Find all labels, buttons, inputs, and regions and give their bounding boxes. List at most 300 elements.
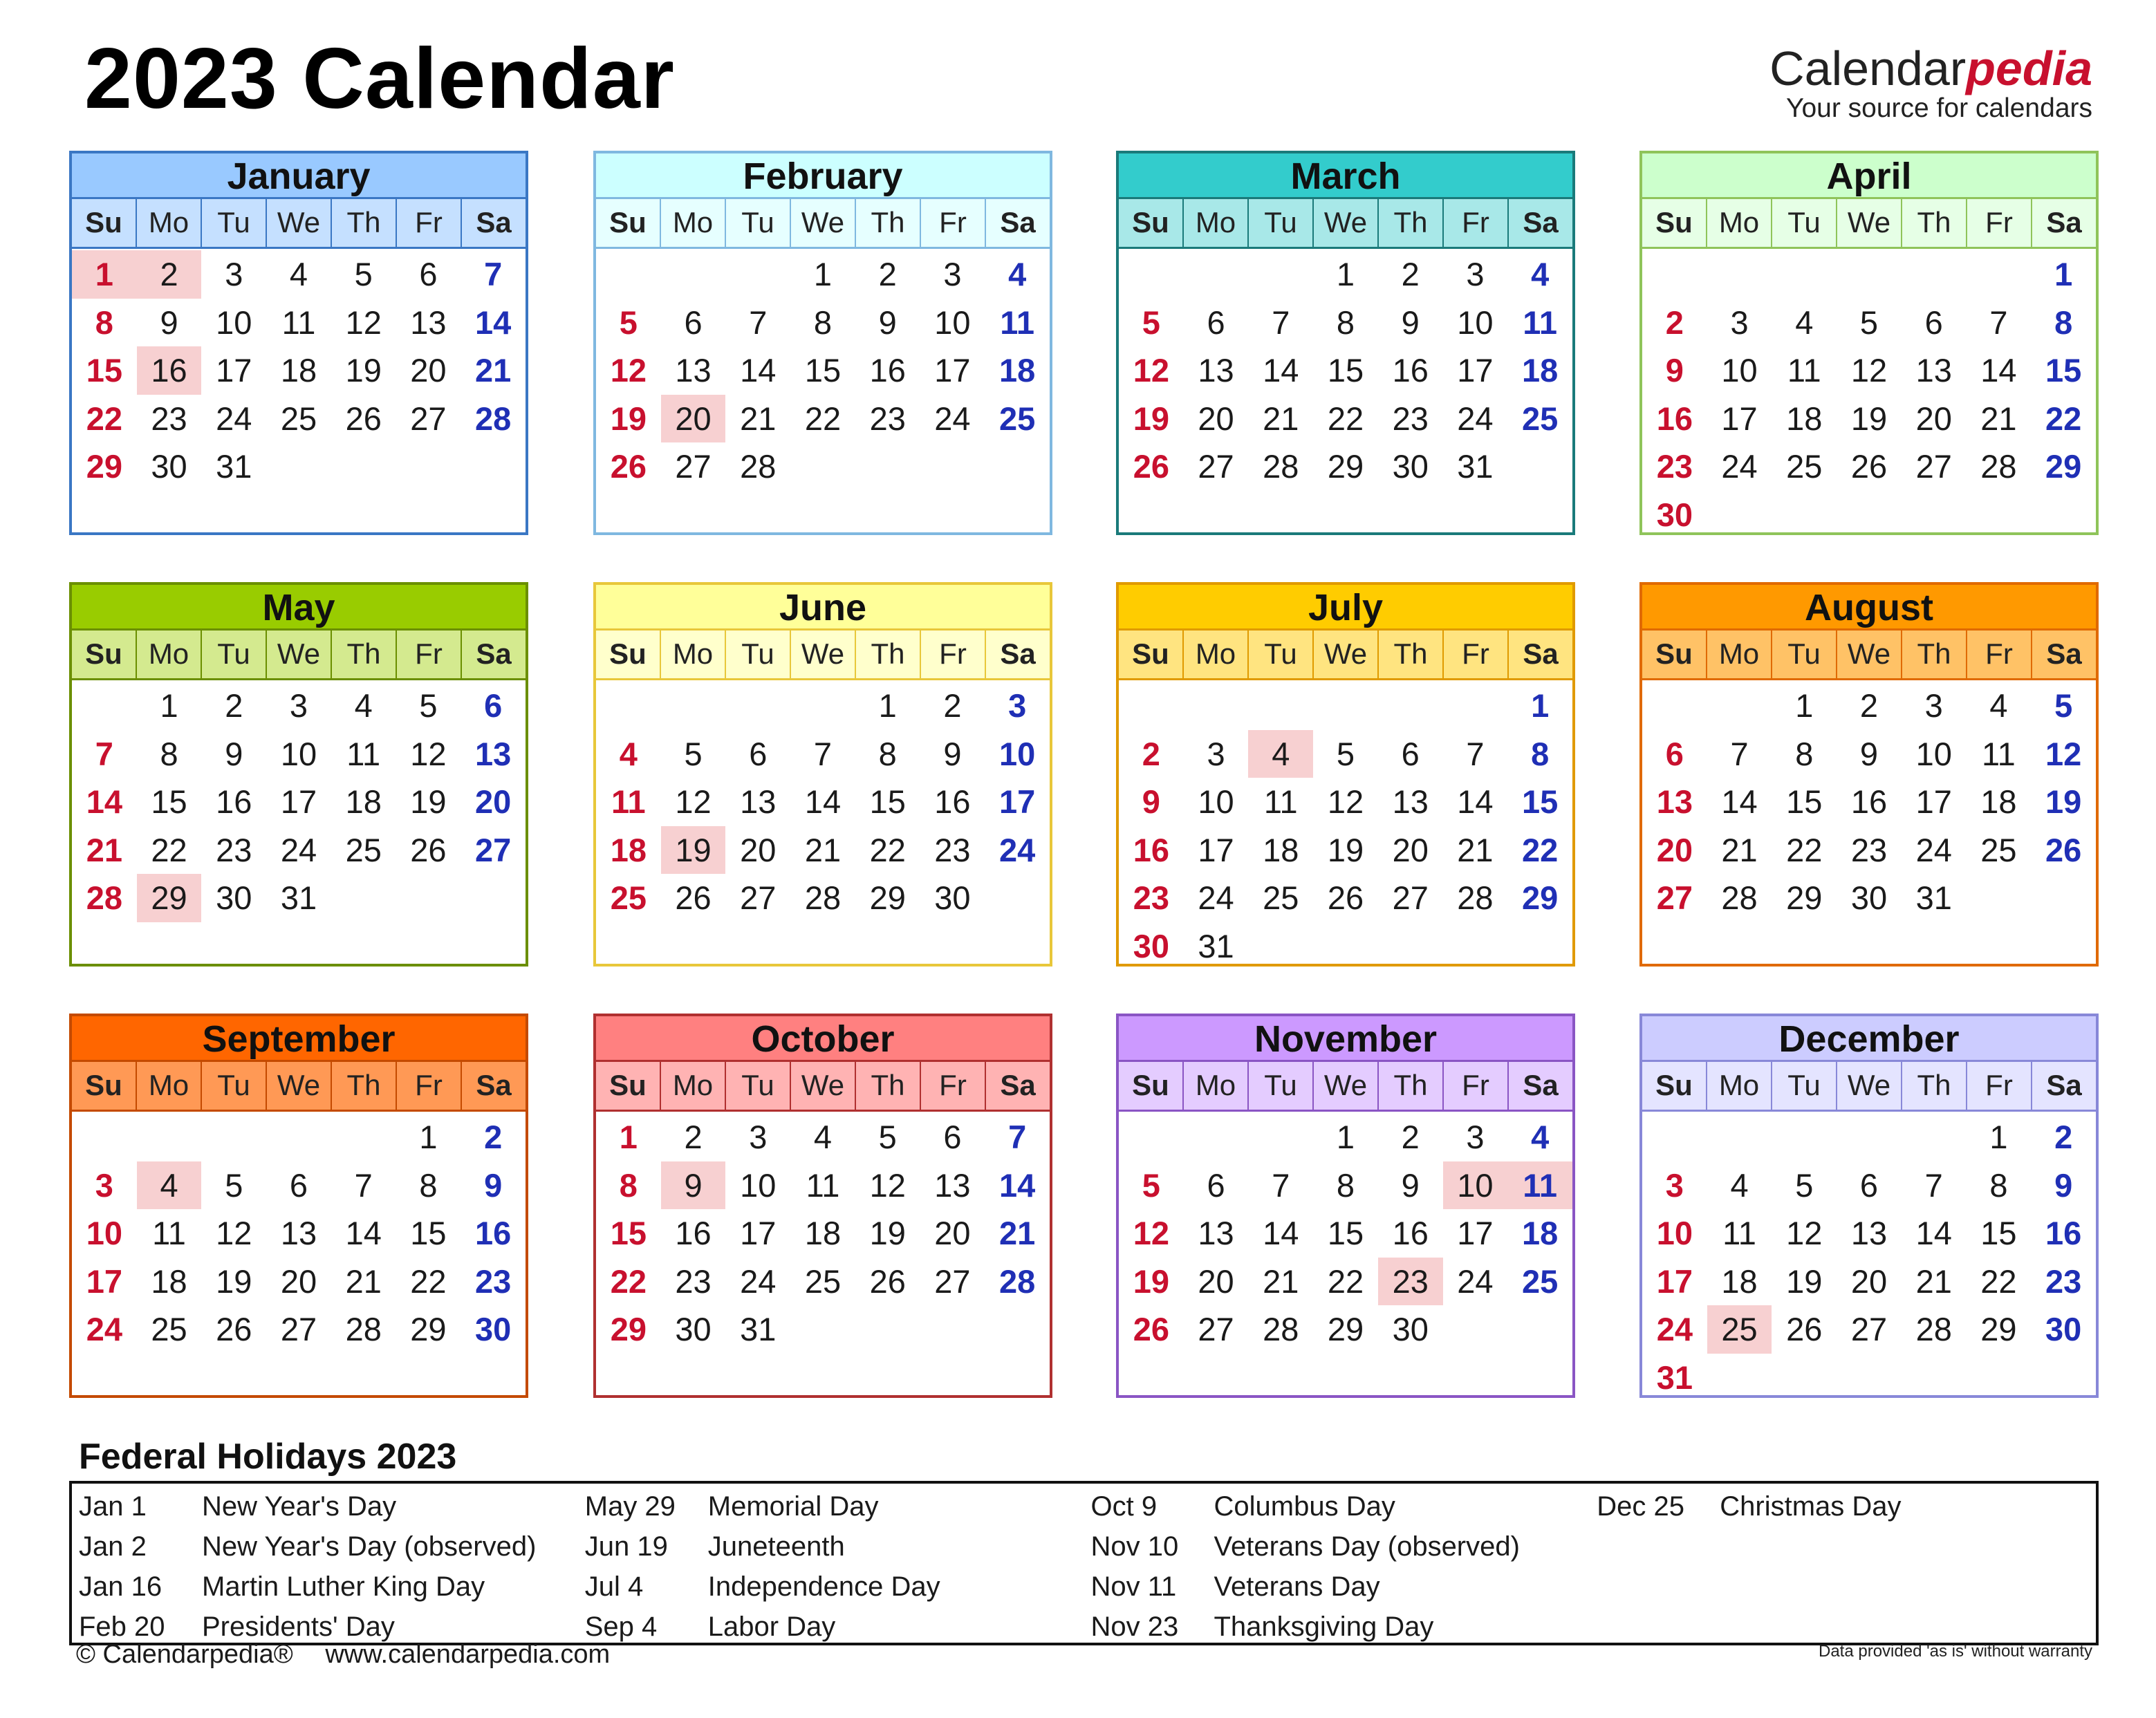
day-cell[interactable]: 14 bbox=[345, 1215, 382, 1251]
day-cell[interactable]: 27 bbox=[1850, 1311, 1888, 1347]
day-cell[interactable]: 15 bbox=[1327, 352, 1364, 389]
day-cell[interactable]: 27 bbox=[1392, 879, 1429, 916]
day-cell[interactable]: 19 bbox=[661, 826, 726, 875]
day-cell[interactable]: 10 bbox=[934, 304, 971, 341]
day-cell[interactable]: 4 bbox=[619, 735, 638, 772]
day-cell[interactable]: 21 bbox=[1721, 831, 1758, 868]
day-cell[interactable]: 1 bbox=[1531, 687, 1550, 724]
day-cell[interactable]: 1 bbox=[878, 687, 897, 724]
day-cell[interactable]: 17 bbox=[1915, 783, 1952, 820]
day-cell[interactable]: 2 bbox=[943, 687, 962, 724]
day-cell[interactable]: 15 bbox=[2045, 352, 2082, 389]
day-cell[interactable]: 1 bbox=[160, 687, 178, 724]
day-cell[interactable]: 17 bbox=[1457, 352, 1494, 389]
day-cell[interactable]: 21 bbox=[345, 1262, 382, 1300]
day-cell[interactable]: 7 bbox=[1466, 735, 1485, 772]
day-cell[interactable]: 8 bbox=[1336, 1166, 1355, 1204]
day-cell[interactable]: 22 bbox=[86, 400, 122, 437]
day-cell[interactable]: 1 bbox=[1336, 256, 1355, 292]
day-cell[interactable]: 17 bbox=[934, 352, 971, 389]
day-cell[interactable]: 27 bbox=[1198, 448, 1234, 485]
day-cell[interactable]: 26 bbox=[675, 879, 712, 916]
day-cell[interactable]: 31 bbox=[740, 1311, 777, 1347]
day-cell[interactable]: 18 bbox=[151, 1262, 187, 1300]
day-cell[interactable]: 29 bbox=[410, 1311, 447, 1347]
day-cell[interactable]: 21 bbox=[475, 352, 512, 389]
day-cell[interactable]: 20 bbox=[1850, 1262, 1888, 1300]
day-cell[interactable]: 19 bbox=[1327, 831, 1364, 868]
day-cell[interactable]: 21 bbox=[999, 1215, 1036, 1251]
day-cell[interactable]: 11 bbox=[1787, 352, 1821, 389]
day-cell[interactable]: 30 bbox=[1656, 496, 1693, 533]
day-cell[interactable]: 28 bbox=[1980, 448, 2017, 485]
day-cell[interactable]: 24 bbox=[86, 1311, 122, 1347]
day-cell[interactable]: 13 bbox=[1850, 1215, 1888, 1251]
day-cell[interactable]: 24 bbox=[1721, 448, 1758, 485]
day-cell[interactable]: 1 bbox=[72, 250, 137, 299]
day-cell[interactable]: 30 bbox=[151, 448, 187, 485]
day-cell[interactable]: 11 bbox=[281, 304, 316, 341]
day-cell[interactable]: 3 bbox=[95, 1166, 113, 1204]
day-cell[interactable]: 25 bbox=[151, 1311, 187, 1347]
day-cell[interactable]: 19 bbox=[2045, 783, 2082, 820]
day-cell[interactable]: 5 bbox=[619, 304, 638, 341]
day-cell[interactable]: 13 bbox=[1915, 352, 1952, 389]
day-cell[interactable]: 25 bbox=[345, 831, 382, 868]
day-cell[interactable]: 5 bbox=[1336, 735, 1355, 772]
day-cell[interactable]: 28 bbox=[804, 879, 842, 916]
day-cell[interactable]: 14 bbox=[1915, 1215, 1952, 1251]
day-cell[interactable]: 4 bbox=[1795, 304, 1814, 341]
day-cell[interactable]: 25 bbox=[1263, 879, 1299, 916]
day-cell[interactable]: 9 bbox=[1401, 304, 1420, 341]
day-cell[interactable]: 28 bbox=[1457, 879, 1494, 916]
day-cell[interactable]: 9 bbox=[225, 735, 243, 772]
day-cell[interactable]: 18 bbox=[1721, 1262, 1758, 1300]
day-cell[interactable]: 4 bbox=[1531, 256, 1550, 292]
day-cell[interactable]: 22 bbox=[804, 400, 842, 437]
day-cell[interactable]: 22 bbox=[1786, 831, 1823, 868]
day-cell[interactable]: 26 bbox=[1786, 1311, 1823, 1347]
day-cell[interactable]: 24 bbox=[280, 831, 317, 868]
day-cell[interactable]: 4 bbox=[1989, 687, 2008, 724]
day-cell[interactable]: 8 bbox=[1989, 1166, 2008, 1204]
day-cell[interactable]: 16 bbox=[1133, 831, 1169, 868]
day-cell[interactable]: 16 bbox=[1392, 352, 1429, 389]
day-cell[interactable]: 21 bbox=[804, 831, 842, 868]
day-cell[interactable]: 4 bbox=[813, 1119, 833, 1155]
day-cell[interactable]: 12 bbox=[1786, 1215, 1823, 1251]
day-cell[interactable]: 22 bbox=[2045, 400, 2082, 437]
day-cell[interactable]: 24 bbox=[1457, 400, 1494, 437]
day-cell[interactable]: 9 bbox=[2054, 1166, 2073, 1204]
day-cell[interactable]: 27 bbox=[475, 831, 512, 868]
day-cell[interactable]: 24 bbox=[1656, 1311, 1693, 1347]
day-cell[interactable]: 21 bbox=[86, 831, 122, 868]
day-cell[interactable]: 2 bbox=[2054, 1119, 2073, 1155]
day-cell[interactable]: 1 bbox=[619, 1119, 638, 1155]
day-cell[interactable]: 2 bbox=[1665, 304, 1684, 341]
day-cell[interactable]: 5 bbox=[1142, 1166, 1160, 1204]
day-cell[interactable]: 13 bbox=[1392, 783, 1429, 820]
day-cell[interactable]: 18 bbox=[804, 1215, 842, 1251]
day-cell[interactable]: 3 bbox=[1008, 687, 1027, 724]
day-cell[interactable]: 10 bbox=[1457, 304, 1494, 341]
day-cell[interactable]: 26 bbox=[1133, 448, 1169, 485]
day-cell[interactable]: 9 bbox=[1142, 783, 1160, 820]
day-cell[interactable]: 19 bbox=[610, 400, 647, 437]
day-cell[interactable]: 28 bbox=[86, 879, 122, 916]
day-cell[interactable]: 14 bbox=[804, 783, 842, 820]
day-cell[interactable]: 17 bbox=[740, 1215, 777, 1251]
day-cell[interactable]: 17 bbox=[1656, 1262, 1693, 1300]
day-cell[interactable]: 19 bbox=[1133, 1262, 1169, 1300]
day-cell[interactable]: 12 bbox=[869, 1166, 906, 1204]
day-cell[interactable]: 10 bbox=[1721, 352, 1758, 389]
day-cell[interactable]: 11 bbox=[1523, 304, 1557, 341]
day-cell[interactable]: 25 bbox=[1522, 400, 1559, 437]
day-cell[interactable]: 6 bbox=[484, 687, 503, 724]
day-cell[interactable]: 27 bbox=[675, 448, 712, 485]
day-cell[interactable]: 3 bbox=[289, 687, 308, 724]
day-cell[interactable]: 29 bbox=[1980, 1311, 2017, 1347]
day-cell[interactable]: 3 bbox=[1665, 1166, 1684, 1204]
day-cell[interactable]: 25 bbox=[610, 879, 647, 916]
day-cell[interactable]: 15 bbox=[1786, 783, 1823, 820]
day-cell[interactable]: 3 bbox=[1466, 1119, 1485, 1155]
day-cell[interactable]: 12 bbox=[2045, 735, 2082, 772]
day-cell[interactable]: 27 bbox=[410, 400, 447, 437]
day-cell[interactable]: 5 bbox=[2054, 687, 2073, 724]
day-cell[interactable]: 12 bbox=[1327, 783, 1364, 820]
day-cell[interactable]: 2 bbox=[1142, 735, 1160, 772]
day-cell[interactable]: 25 bbox=[1522, 1262, 1559, 1300]
day-cell[interactable]: 29 bbox=[869, 879, 906, 916]
day-cell[interactable]: 2 bbox=[684, 1119, 703, 1155]
day-cell[interactable]: 3 bbox=[1924, 687, 1943, 724]
day-cell[interactable]: 14 bbox=[86, 783, 122, 820]
day-cell[interactable]: 29 bbox=[86, 448, 122, 485]
day-cell[interactable]: 9 bbox=[878, 304, 897, 341]
day-cell[interactable]: 13 bbox=[475, 735, 512, 772]
day-cell[interactable]: 19 bbox=[345, 352, 382, 389]
day-cell[interactable]: 26 bbox=[1327, 879, 1364, 916]
day-cell[interactable]: 22 bbox=[869, 831, 906, 868]
day-cell[interactable]: 16 bbox=[1656, 400, 1693, 437]
day-cell[interactable]: 12 bbox=[675, 783, 712, 820]
day-cell[interactable]: 31 bbox=[1198, 927, 1234, 964]
day-cell[interactable]: 28 bbox=[740, 448, 777, 485]
day-cell[interactable]: 15 bbox=[804, 352, 842, 389]
footer-url[interactable]: www.calendarpedia.com bbox=[325, 1640, 611, 1669]
day-cell[interactable]: 8 bbox=[160, 735, 178, 772]
day-cell[interactable]: 25 bbox=[280, 400, 317, 437]
day-cell[interactable]: 12 bbox=[1133, 352, 1169, 389]
day-cell[interactable]: 5 bbox=[878, 1119, 897, 1155]
day-cell[interactable]: 14 bbox=[740, 352, 777, 389]
day-cell[interactable]: 16 bbox=[675, 1215, 712, 1251]
day-cell[interactable]: 24 bbox=[934, 400, 971, 437]
day-cell[interactable]: 15 bbox=[151, 783, 187, 820]
day-cell[interactable]: 10 bbox=[1198, 783, 1234, 820]
day-cell[interactable]: 11 bbox=[1982, 735, 2016, 772]
day-cell[interactable]: 26 bbox=[2045, 831, 2082, 868]
day-cell[interactable]: 14 bbox=[1980, 352, 2017, 389]
day-cell[interactable]: 12 bbox=[1133, 1215, 1169, 1251]
day-cell[interactable]: 21 bbox=[1457, 831, 1494, 868]
day-cell[interactable]: 5 bbox=[419, 687, 438, 724]
day-cell[interactable]: 17 bbox=[1721, 400, 1758, 437]
day-cell[interactable]: 23 bbox=[2045, 1262, 2082, 1300]
day-cell[interactable]: 5 bbox=[225, 1166, 243, 1204]
day-cell[interactable]: 19 bbox=[1786, 1262, 1823, 1300]
day-cell[interactable]: 24 bbox=[1457, 1262, 1494, 1300]
day-cell[interactable]: 12 bbox=[610, 352, 647, 389]
day-cell[interactable]: 10 bbox=[1915, 735, 1952, 772]
day-cell[interactable]: 26 bbox=[1850, 448, 1888, 485]
day-cell[interactable]: 18 bbox=[1980, 783, 2017, 820]
day-cell[interactable]: 12 bbox=[1850, 352, 1888, 389]
day-cell[interactable]: 1 bbox=[813, 256, 833, 292]
day-cell[interactable]: 16 bbox=[1392, 1215, 1429, 1251]
day-cell[interactable]: 30 bbox=[1392, 448, 1429, 485]
day-cell[interactable]: 27 bbox=[280, 1311, 317, 1347]
day-cell[interactable]: 18 bbox=[1522, 1215, 1559, 1251]
day-cell[interactable]: 15 bbox=[1980, 1215, 2017, 1251]
day-cell[interactable]: 20 bbox=[410, 352, 447, 389]
day-cell[interactable]: 2 bbox=[878, 256, 897, 292]
day-cell[interactable]: 30 bbox=[1392, 1311, 1429, 1347]
day-cell[interactable]: 12 bbox=[216, 1215, 252, 1251]
day-cell[interactable]: 5 bbox=[1142, 304, 1160, 341]
day-cell[interactable]: 7 bbox=[1989, 304, 2008, 341]
day-cell[interactable]: 16 bbox=[1850, 783, 1888, 820]
day-cell[interactable]: 2 bbox=[225, 687, 243, 724]
day-cell[interactable]: 13 bbox=[280, 1215, 317, 1251]
day-cell[interactable]: 2 bbox=[1859, 687, 1879, 724]
day-cell[interactable]: 19 bbox=[1133, 400, 1169, 437]
day-cell[interactable]: 18 bbox=[999, 352, 1036, 389]
day-cell[interactable]: 11 bbox=[1507, 1161, 1572, 1210]
day-cell[interactable]: 6 bbox=[289, 1166, 308, 1204]
day-cell[interactable]: 18 bbox=[1786, 400, 1823, 437]
day-cell[interactable]: 9 bbox=[1859, 735, 1879, 772]
day-cell[interactable]: 5 bbox=[1795, 1166, 1814, 1204]
day-cell[interactable]: 15 bbox=[1327, 1215, 1364, 1251]
day-cell[interactable]: 6 bbox=[943, 1119, 962, 1155]
day-cell[interactable]: 3 bbox=[1466, 256, 1485, 292]
day-cell[interactable]: 31 bbox=[1656, 1358, 1693, 1396]
day-cell[interactable]: 16 bbox=[869, 352, 906, 389]
day-cell[interactable]: 6 bbox=[1207, 304, 1225, 341]
day-cell[interactable]: 1 bbox=[2054, 256, 2073, 292]
day-cell[interactable]: 2 bbox=[484, 1119, 503, 1155]
day-cell[interactable]: 13 bbox=[934, 1166, 971, 1204]
day-cell[interactable]: 4 bbox=[354, 687, 373, 724]
day-cell[interactable]: 14 bbox=[1457, 783, 1494, 820]
day-cell[interactable]: 13 bbox=[410, 304, 447, 341]
day-cell[interactable]: 23 bbox=[675, 1262, 712, 1300]
brand-logo[interactable] bbox=[1769, 41, 2092, 124]
day-cell[interactable]: 22 bbox=[151, 831, 187, 868]
day-cell[interactable]: 27 bbox=[740, 879, 777, 916]
day-cell[interactable]: 20 bbox=[1392, 831, 1429, 868]
day-cell[interactable]: 22 bbox=[610, 1262, 647, 1300]
day-cell[interactable]: 29 bbox=[1786, 879, 1823, 916]
day-cell[interactable]: 8 bbox=[1795, 735, 1814, 772]
day-cell[interactable]: 2 bbox=[1401, 256, 1420, 292]
day-cell[interactable]: 8 bbox=[619, 1166, 638, 1204]
day-cell[interactable]: 8 bbox=[1531, 735, 1550, 772]
day-cell[interactable]: 8 bbox=[878, 735, 897, 772]
day-cell[interactable]: 30 bbox=[1133, 927, 1169, 964]
day-cell[interactable]: 23 bbox=[151, 400, 187, 437]
day-cell[interactable]: 11 bbox=[611, 783, 646, 820]
day-cell[interactable]: 9 bbox=[160, 304, 178, 341]
day-cell[interactable]: 20 bbox=[1915, 400, 1952, 437]
day-cell[interactable]: 17 bbox=[86, 1262, 122, 1300]
day-cell[interactable]: 10 bbox=[1443, 1161, 1508, 1210]
day-cell[interactable]: 18 bbox=[1263, 831, 1299, 868]
day-cell[interactable]: 3 bbox=[749, 1119, 768, 1155]
day-cell[interactable]: 23 bbox=[1656, 448, 1693, 485]
day-cell[interactable]: 22 bbox=[1327, 400, 1364, 437]
day-cell[interactable]: 14 bbox=[475, 304, 512, 341]
day-cell[interactable]: 20 bbox=[934, 1215, 971, 1251]
day-cell[interactable]: 14 bbox=[999, 1166, 1036, 1204]
day-cell[interactable]: 20 bbox=[1198, 1262, 1234, 1300]
day-cell[interactable]: 15 bbox=[1522, 783, 1559, 820]
day-cell[interactable]: 18 bbox=[1522, 352, 1559, 389]
day-cell[interactable]: 11 bbox=[152, 1215, 186, 1251]
day-cell[interactable]: 6 bbox=[1207, 1166, 1225, 1204]
day-cell[interactable]: 7 bbox=[1272, 304, 1290, 341]
day-cell[interactable]: 7 bbox=[1008, 1119, 1027, 1155]
day-cell[interactable]: 16 bbox=[2045, 1215, 2082, 1251]
day-cell[interactable]: 17 bbox=[1457, 1215, 1494, 1251]
day-cell[interactable]: 6 bbox=[1924, 304, 1943, 341]
day-cell[interactable]: 28 bbox=[1915, 1311, 1952, 1347]
day-cell[interactable]: 28 bbox=[1721, 879, 1758, 916]
day-cell[interactable]: 8 bbox=[419, 1166, 438, 1204]
day-cell[interactable]: 19 bbox=[869, 1215, 906, 1251]
day-cell[interactable]: 29 bbox=[1327, 448, 1364, 485]
day-cell[interactable]: 2 bbox=[137, 250, 202, 299]
day-cell[interactable]: 7 bbox=[354, 1166, 373, 1204]
day-cell[interactable]: 7 bbox=[1272, 1166, 1290, 1204]
day-cell[interactable]: 12 bbox=[410, 735, 447, 772]
day-cell[interactable]: 7 bbox=[1730, 735, 1749, 772]
day-cell[interactable]: 28 bbox=[1263, 448, 1299, 485]
day-cell[interactable]: 23 bbox=[216, 831, 252, 868]
day-cell[interactable]: 7 bbox=[1924, 1166, 1943, 1204]
day-cell[interactable]: 10 bbox=[86, 1215, 122, 1251]
day-cell[interactable]: 18 bbox=[610, 831, 647, 868]
day-cell[interactable]: 25 bbox=[1980, 831, 2017, 868]
day-cell[interactable]: 31 bbox=[216, 448, 252, 485]
day-cell[interactable]: 16 bbox=[216, 783, 252, 820]
day-cell[interactable]: 4 bbox=[1730, 1166, 1749, 1204]
day-cell[interactable]: 30 bbox=[475, 1311, 512, 1347]
day-cell[interactable]: 7 bbox=[484, 256, 503, 292]
day-cell[interactable]: 19 bbox=[1850, 400, 1888, 437]
day-cell[interactable]: 27 bbox=[934, 1262, 971, 1300]
day-cell[interactable]: 10 bbox=[1656, 1215, 1693, 1251]
day-cell[interactable]: 23 bbox=[1133, 879, 1169, 916]
day-cell[interactable]: 9 bbox=[1665, 352, 1684, 389]
day-cell[interactable]: 9 bbox=[661, 1161, 726, 1210]
day-cell[interactable]: 3 bbox=[1207, 735, 1225, 772]
day-cell[interactable]: 23 bbox=[869, 400, 906, 437]
day-cell[interactable]: 14 bbox=[1263, 352, 1299, 389]
day-cell[interactable]: 18 bbox=[345, 783, 382, 820]
day-cell[interactable]: 17 bbox=[999, 783, 1036, 820]
day-cell[interactable]: 13 bbox=[675, 352, 712, 389]
day-cell[interactable]: 26 bbox=[345, 400, 382, 437]
day-cell[interactable]: 26 bbox=[216, 1311, 252, 1347]
day-cell[interactable]: 13 bbox=[740, 783, 777, 820]
day-cell[interactable]: 4 bbox=[289, 256, 308, 292]
day-cell[interactable]: 15 bbox=[869, 783, 906, 820]
day-cell[interactable]: 4 bbox=[1248, 730, 1313, 778]
day-cell[interactable]: 28 bbox=[345, 1311, 382, 1347]
day-cell[interactable]: 4 bbox=[1008, 256, 1027, 292]
day-cell[interactable]: 10 bbox=[216, 304, 252, 341]
day-cell[interactable]: 11 bbox=[1000, 304, 1034, 341]
day-cell[interactable]: 20 bbox=[475, 783, 512, 820]
day-cell[interactable]: 5 bbox=[684, 735, 703, 772]
day-cell[interactable]: 29 bbox=[137, 874, 202, 922]
day-cell[interactable]: 27 bbox=[1198, 1311, 1234, 1347]
day-cell[interactable]: 24 bbox=[1198, 879, 1234, 916]
day-cell[interactable]: 8 bbox=[813, 304, 833, 341]
day-cell[interactable]: 23 bbox=[475, 1262, 512, 1300]
day-cell[interactable]: 31 bbox=[1915, 879, 1952, 916]
day-cell[interactable]: 29 bbox=[2045, 448, 2082, 485]
day-cell[interactable]: 9 bbox=[484, 1166, 503, 1204]
day-cell[interactable]: 8 bbox=[2054, 304, 2073, 341]
day-cell[interactable]: 11 bbox=[806, 1166, 840, 1204]
day-cell[interactable]: 20 bbox=[1198, 400, 1234, 437]
day-cell[interactable]: 11 bbox=[1263, 783, 1298, 820]
day-cell[interactable]: 28 bbox=[1263, 1311, 1299, 1347]
day-cell[interactable]: 24 bbox=[740, 1262, 777, 1300]
day-cell[interactable]: 30 bbox=[1850, 879, 1888, 916]
day-cell[interactable]: 13 bbox=[1198, 1215, 1234, 1251]
day-cell[interactable]: 2 bbox=[1401, 1119, 1420, 1155]
day-cell[interactable]: 3 bbox=[1730, 304, 1749, 341]
day-cell[interactable]: 10 bbox=[740, 1166, 777, 1204]
day-cell[interactable]: 22 bbox=[410, 1262, 447, 1300]
day-cell[interactable]: 26 bbox=[410, 831, 447, 868]
day-cell[interactable]: 23 bbox=[1378, 1258, 1443, 1306]
day-cell[interactable]: 24 bbox=[1915, 831, 1952, 868]
day-cell[interactable]: 29 bbox=[1327, 1311, 1364, 1347]
day-cell[interactable]: 6 bbox=[419, 256, 438, 292]
day-cell[interactable]: 20 bbox=[280, 1262, 317, 1300]
day-cell[interactable]: 15 bbox=[86, 352, 122, 389]
day-cell[interactable]: 21 bbox=[1263, 1262, 1299, 1300]
day-cell[interactable]: 30 bbox=[934, 879, 971, 916]
day-cell[interactable]: 20 bbox=[1656, 831, 1693, 868]
day-cell[interactable]: 22 bbox=[1522, 831, 1559, 868]
day-cell[interactable]: 5 bbox=[354, 256, 373, 292]
day-cell[interactable]: 7 bbox=[813, 735, 833, 772]
day-cell[interactable]: 1 bbox=[1795, 687, 1814, 724]
day-cell[interactable]: 31 bbox=[1457, 448, 1494, 485]
day-cell[interactable]: 10 bbox=[280, 735, 317, 772]
day-cell[interactable]: 3 bbox=[943, 256, 962, 292]
